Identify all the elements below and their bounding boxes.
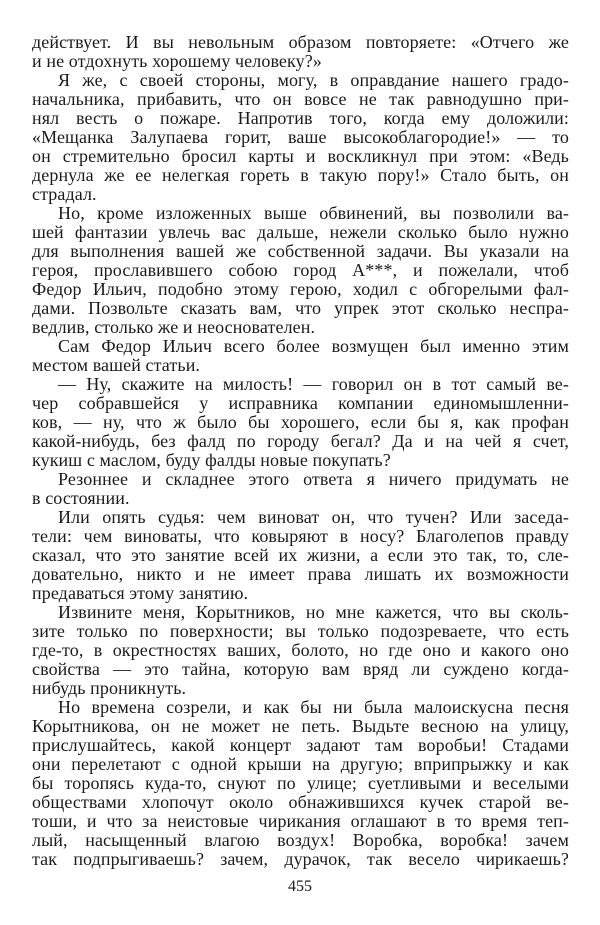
text-line: Но, кроме изложенных выше обвинений, вы позволили ва-: [58, 203, 569, 223]
text-line: Или опять судья: чем виноват он, что тучен? Или заседа-: [58, 507, 569, 527]
text-line: они перелетают с одной крыши на другую; вприпрыжку и как: [32, 754, 569, 774]
text-line: ведлив, столько же и неоснователен.: [32, 317, 316, 337]
text-line: в состоянии.: [32, 488, 130, 508]
paragraph: [32, 204, 569, 337]
text-line: дернула же ее нелегкая гореть в такую пору!» Стало быть, он: [32, 165, 569, 185]
text-line: шей фантазии увлечь вас дальше, нежели сколько было нужно: [32, 222, 569, 242]
text-line: какой-нибудь, без фалд по городу бегал? Да и на чей я счет,: [32, 431, 569, 451]
text-line: где-то, в окрестностях ваших, болото, но где оно и какого оно: [32, 640, 569, 660]
text-line: кукиш с маслом, буду фалды новые покупать?: [32, 450, 391, 470]
text-line: страдал.: [32, 184, 97, 204]
text-line: тели: чем виноваты, что ковыряют в носу? Благолепов правду: [32, 526, 569, 546]
paragraph: [32, 698, 569, 869]
text-line: бы торопясь куда-то, снуют по улице; суетливыми и веселыми: [32, 773, 569, 793]
paragraph: [32, 71, 569, 204]
text-line: довательно, никто и не имеет права лишать их возможности: [32, 564, 569, 584]
text-line: тоши, и что за неистовые чирикания оглашают в то время теп-: [32, 811, 569, 831]
text-line: для выполнения вашей же собственной задачи. Вы указали на: [32, 241, 569, 261]
text-line: и не отдохнуть хорошему человеку?»: [32, 51, 322, 71]
text-line: дами. Позвольте сказать вам, что упрек этот сколько неспра-: [32, 298, 569, 318]
paragraph: [32, 508, 569, 603]
text-line: лый, насыщенный влагою воздух! Воробка, воробка! зачем: [32, 830, 569, 850]
text-line: Я же, с своей стороны, могу, в оправдание нашего градо-: [58, 70, 569, 90]
text-line: чер собравшейся у исправника компании единомышленни-: [32, 393, 569, 413]
text-line: предаваться этому занятию.: [32, 583, 249, 603]
text-line: Но времена созрели, и как бы ни была малоискусна песня: [58, 697, 569, 717]
paragraph: [32, 603, 569, 698]
text-line: Сам Федор Ильич всего более возмущен был именно этим: [58, 336, 569, 356]
text-line: — Ну, скажите на милость! — говорил он в тот самый ве-: [58, 374, 569, 394]
page-body-text: [32, 33, 569, 869]
text-line: обществами хлопочут около обнажившихся кучек старой ве-: [32, 792, 569, 812]
text-line: нял весть о пожаре. Напротив того, когда ему доложили:: [32, 108, 569, 128]
text-line: свойства — это тайна, которую вам вряд ли суждено когда-: [32, 659, 569, 679]
paragraph: [32, 337, 569, 375]
text-line: местом вашей статьи.: [32, 355, 201, 375]
text-line: ков, — ну, что ж было бы хорошего, если бы я, как профан: [32, 412, 569, 432]
text-line: «Мещанка Залупаева горит, ваше высокоблагородие!» — то: [32, 127, 569, 147]
text-line: Извините меня, Корытников, но мне кажется, что вы сколь-: [58, 602, 569, 622]
paragraph: [32, 33, 569, 71]
text-line: начальника, прибавить, что он вовсе не так равнодушно при-: [32, 89, 569, 109]
paragraph: [32, 375, 569, 470]
text-line: он стремительно бросил карты и воскликнул при этом: «Ведь: [32, 146, 569, 166]
text-line: героя, прославившего собою город А***, и пожелали, чтоб: [32, 260, 569, 280]
paragraph: [32, 470, 569, 508]
text-line: действует. И вы невольным образом повторяете: «Отчего же: [32, 32, 569, 52]
text-line: Федор Ильич, подобно этому герою, ходил с обгорелыми фал-: [32, 279, 569, 299]
text-line: Резоннее и складнее этого ответа я ничего придумать не: [58, 469, 569, 489]
page-number: 455: [288, 878, 312, 895]
text-line: сказал, что это занятие всей их жизни, а если это так, то, сле-: [32, 545, 569, 565]
text-line: прислушайтесь, какой концерт задают там воробьи! Стадами: [32, 735, 569, 755]
text-line: так подпрыгиваешь? зачем, дурачок, так весело чирикаешь?: [32, 849, 569, 869]
text-line: нибудь проникнуть.: [32, 678, 187, 698]
text-line: зите только по поверхности; вы только подозреваете, что есть: [32, 621, 569, 641]
text-line: Корытникова, он не может не петь. Выдьте весною на улицу,: [32, 716, 569, 736]
